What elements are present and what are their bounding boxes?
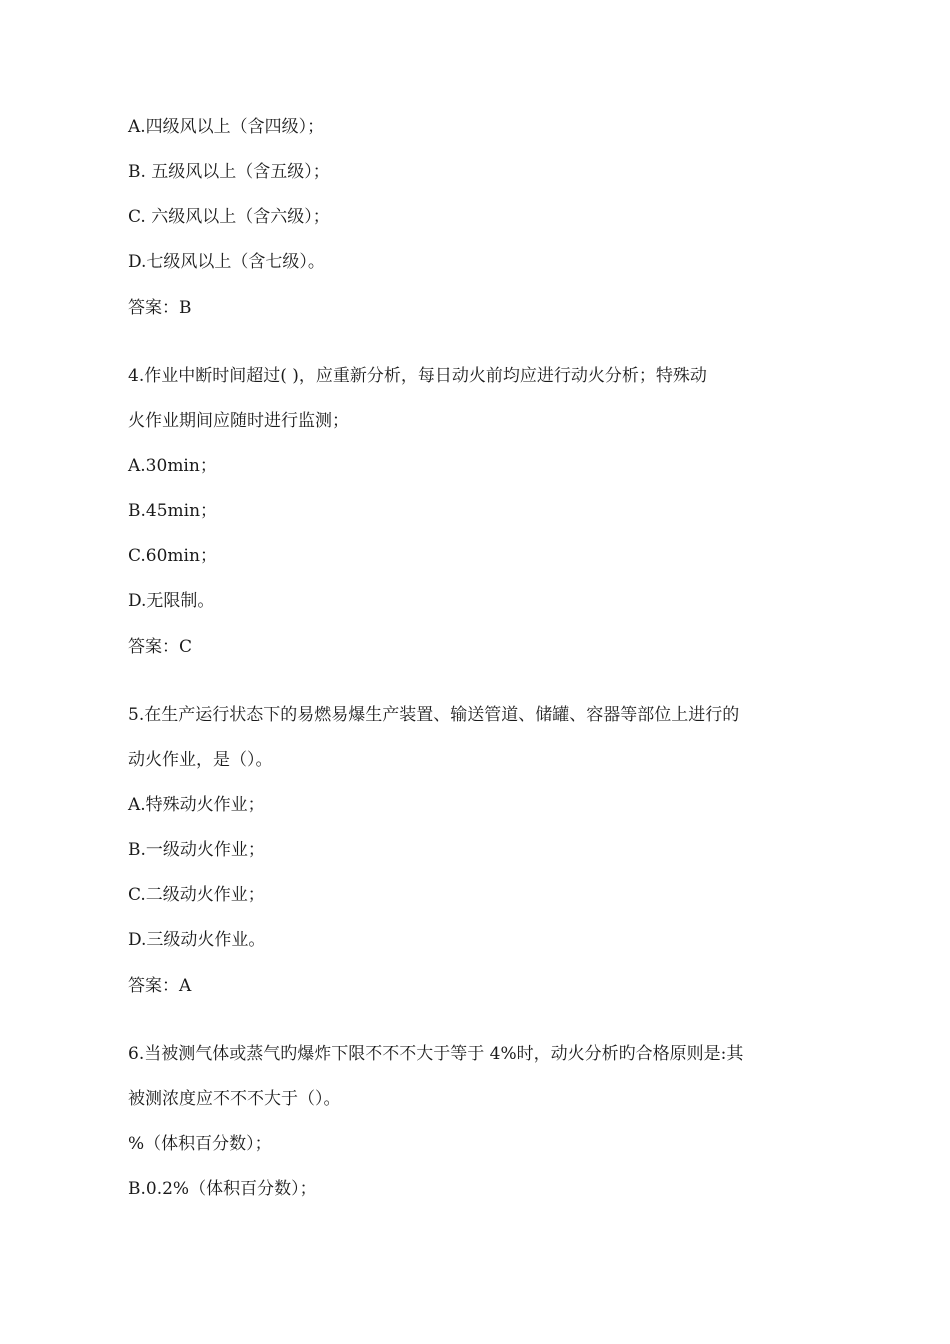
q6-option-b: B.0.2%（体积百分数）； [128,1179,317,1199]
q3-option-b: B. 五级风以上（含五级）； [128,162,330,182]
q4-answer: 答案：C [128,637,193,657]
q6-question-line1: 6.当被测气体或蒸气旳爆炸下限不不不大于等于 4%时，动火分析旳合格原则是:其 [128,1044,744,1064]
q4-option-a: A.30min； [128,456,217,476]
q4-question-line2: 火作业期间应随时进行监测； [128,411,349,431]
q4-option-c: C.60min； [128,546,217,566]
q6-option-a: %（体积百分数）； [128,1134,272,1154]
q5-answer: 答案：A [128,976,192,996]
q3-option-a: A.四级风以上（含四级）； [128,117,325,137]
q5-option-b: B.一级动火作业； [128,840,265,860]
q5-option-c: C.二级动火作业； [128,885,265,905]
q6-question-line2: 被测浓度应不不不大于（）。 [128,1089,341,1109]
q3-option-c: C. 六级风以上（含六级）； [128,207,330,227]
q5-option-d: D.三级动火作业。 [128,930,266,950]
q4-option-d: D.无限制。 [128,591,215,611]
q3-option-d: D.七级风以上（含七级）。 [128,252,325,272]
q4-option-b: B.45min； [128,501,218,521]
q5-option-a: A.特殊动火作业； [128,795,265,815]
q4-question-line1: 4.作业中断时间超过( )，应重新分析，每日动火前均应进行动火分析；特殊动 [128,366,707,386]
q5-question-line2: 动火作业，是（）。 [128,750,273,770]
q5-question-line1: 5.在生产运行状态下的易燃易爆生产装置、输送管道、储罐、容器等部位上进行的 [128,705,740,725]
q3-answer: 答案：B [128,298,192,318]
